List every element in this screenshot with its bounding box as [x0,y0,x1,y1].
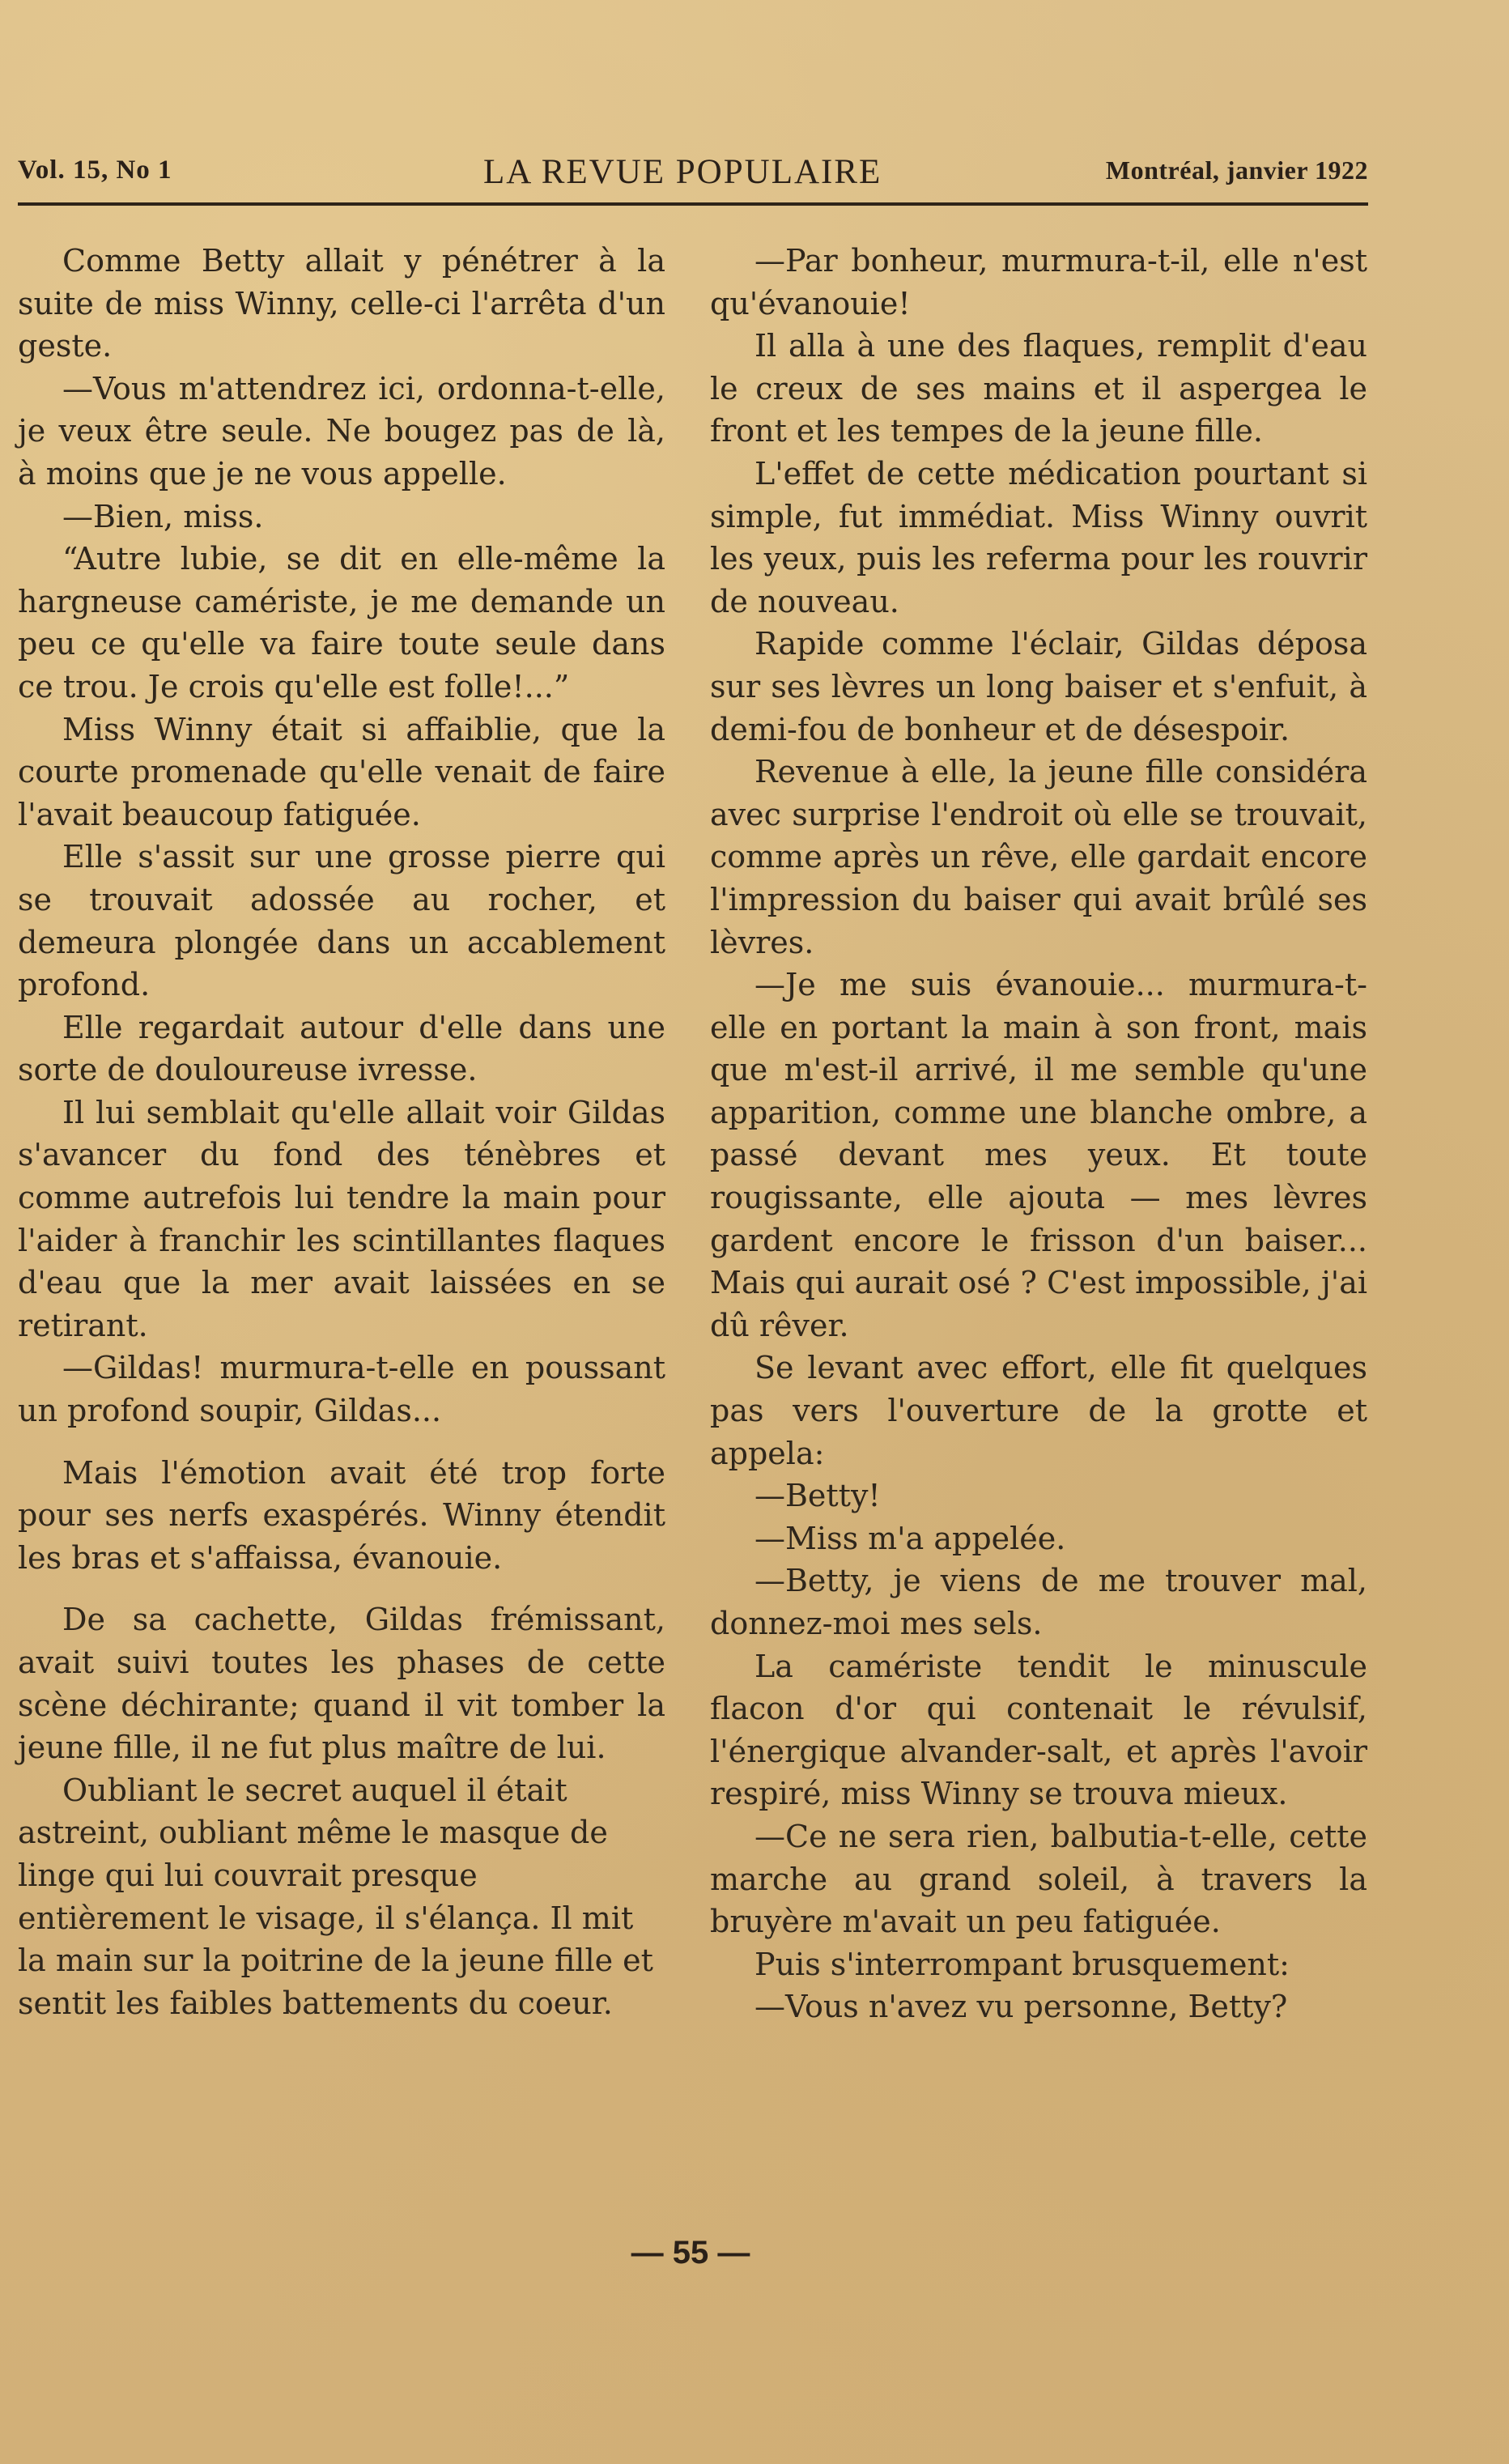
page-number: — 55 — [631,2235,750,2270]
paragraph: La camériste tendit le minuscule flacon d'or qui contenait le révulsif, l'énergique alvander-salt, et après l'avoir respiré, miss Winny se trouva mieux. [710,1648,1367,1812]
paragraph: Puis s'interrompant brusquement: [754,1946,1290,1982]
paragraph: Se levant avec effort, elle fit quelques pas vers l'ouverture de la grotte et appela: [710,1350,1367,1471]
paragraph: Elle s'assit sur une grosse pierre qui se trouvait adossée au rocher, et demeura plongée dans un accablement profond. [18,839,665,1003]
paragraph: —Je me suis évanouie... murmura-t-elle en portant la main à son front, mais que m'est-il arrivé, il me semble qu'une apparition, comme une blanche ombre, a passé devant mes yeux. Et toute rougissante, elle ajouta — mes lèvres gardent encore le frisson d'un baiser... Mais qui aurait osé ? C'est impossible, j'ai dû rêver. [710,967,1367,1343]
paragraph: Comme Betty allait y pénétrer à la suite de miss Winny, celle-ci l'arrêta d'un geste. [18,243,665,364]
paragraph: “Autre lubie, se dit en elle-même la hargneuse camériste, je me demande un peu ce qu'elle va faire toute seule dans ce trou. Je crois qu'elle est folle!...” [18,541,665,704]
journal-title: LA REVUE POPULAIRE [483,153,882,191]
paragraph: —Ce ne sera rien, balbutia-t-elle, cette marche au grand soleil, à travers la bruyère m'avait un peu fatiguée. [710,1818,1367,1940]
paragraph: Il lui semblait qu'elle allait voir Gildas s'avancer du fond des ténèbres et comme autrefois lui tendre la main pour l'aider à franchir les scintillantes flaques d'eau que la mer avait laissées en se retirant. [18,1094,665,1343]
paragraph: —Vous n'avez vu personne, Betty? [754,1989,1288,2025]
issue-date: Montréal, janvier 1922 [1105,155,1368,185]
paragraph: Mais l'émotion avait été trop forte pour ses nerfs exaspérés. Winny étendit les bras et s'affaissa, évanouie. [18,1454,665,1576]
paragraph: —Par bonheur, murmura-t-il, elle n'est qu'évanouie! [710,243,1367,321]
left-column [18,240,665,2024]
paragraph: Elle regardait autour d'elle dans une sorte de douloureuse ivresse. [18,1009,665,1088]
paragraph: Rapide comme l'éclair, Gildas déposa sur ses lèvres un long baiser et s'enfuit, à demi-fou de bonheur et de désespoir. [710,626,1367,747]
paragraph: —Betty! [754,1478,881,1514]
paragraph: —Betty, je viens de me trouver mal, donnez-moi mes sels. [710,1563,1367,1641]
paragraph: Il alla à une des flaques, remplit d'eau le creux de ses mains et il aspergea le front et les tempes de la jeune fille. [710,328,1367,449]
paragraph: —Bien, miss. [62,498,264,534]
header-rule [18,202,1368,206]
paragraph: De sa cachette, Gildas frémissant, avait suivi toutes les phases de cette scène déchirante; quand il vit tomber la jeune fille, il ne fut plus maître de lui. [18,1602,665,1766]
volume-number: Vol. 15, No 1 [18,155,172,185]
running-head [18,152,1368,191]
paragraph: —Gildas! murmura-t-elle en poussant un profond soupir, Gildas... [18,1350,665,1429]
right-column [710,240,1367,2028]
paragraph: —Vous m'attendrez ici, ordonna-t-elle, je veux être seule. Ne bougez pas de là, à moins que je ne vous appelle. [18,370,665,492]
paragraph: Oubliant le secret auquel il était astreint, oubliant même le masque de linge qui lui couvrait presque entièrement le visage, il s'élança. Il mit la main sur la poitrine de la jeune fille et sentit les faibles battements du coeur. [18,1772,653,2021]
paragraph: Revenue à elle, la jeune fille considéra avec surprise l'endroit où elle se trouvait, comme après un rêve, elle gardait encore l'impression du baiser qui avait brûlé ses lèvres. [710,754,1367,960]
paragraph: —Miss m'a appelée. [754,1520,1066,1556]
paragraph: L'effet de cette médication pourtant si simple, fut immédiat. Miss Winny ouvrit les yeux, puis les referma pour les rouvrir de nouveau. [710,455,1367,619]
paragraph: Miss Winny était si affaiblie, que la courte promenade qu'elle venait de faire l'avait beaucoup fatiguée. [18,711,665,832]
